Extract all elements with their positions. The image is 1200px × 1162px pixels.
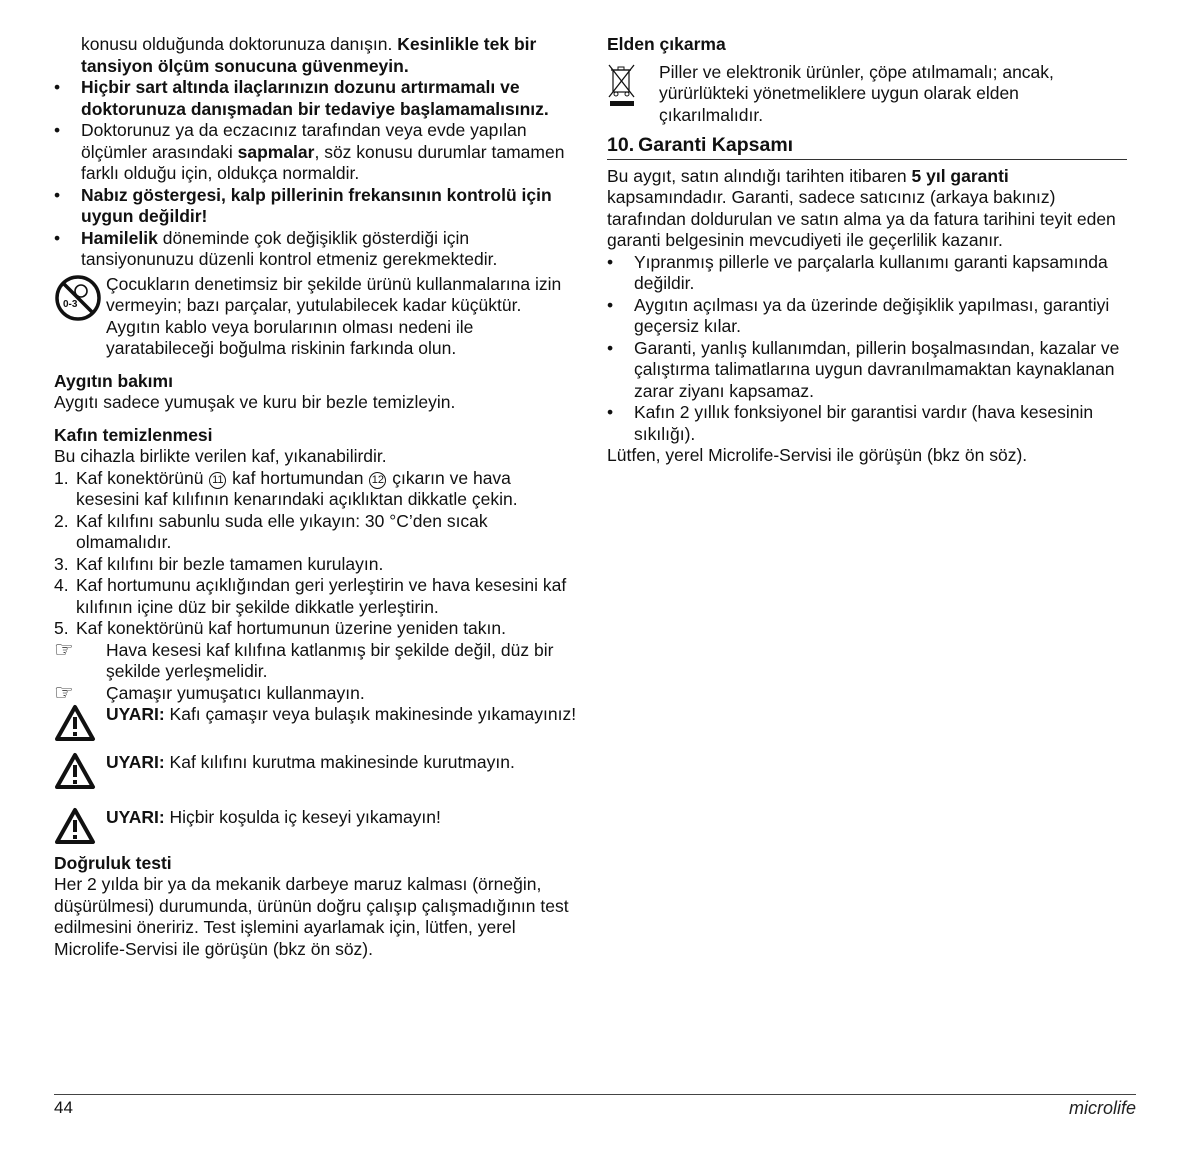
bullet-icon: • <box>54 120 61 140</box>
accuracy-text: Her 2 yılda bir ya da mekanik darbeye maruz kalması (örneğin, düşürülmesi) durumunda, ürünün doğru çalışıp çalışmadığının test edilmesini öneririz. Test işlemini ayarlamak için, lütfen, yerel Microlife-Servisi ile görüşün (bkz ön söz). <box>54 874 569 959</box>
care-heading: Aygıtın bakımı <box>54 370 173 391</box>
pointing-hand-icon: ☞ <box>54 636 74 662</box>
bullet-item: • Doktorunuz ya da eczacınız tarafından veya evde yapılan ölçümler arasındaki sapmalar, söz konusu durumlar tamamen farklı olduğu için, oldukça normaldir. <box>54 120 565 183</box>
warning-triangle-icon <box>54 752 106 796</box>
bullet-item: • Nabız göstergesi, kalp pillerinin frekansının kontrolü için uygun değildir! <box>54 184 552 226</box>
right-column <box>607 34 1127 467</box>
numbered-step: 4. Kaf hortumunu açıklığından geri yerleştirin ve hava kesesini kaf kılıfının içine düz bir şekilde dikkatle yerleştirin. <box>54 575 567 617</box>
closing-text: Lütfen, yerel Microlife-Servisi ile görüşün (bkz ön söz). <box>607 445 1028 465</box>
page-number: 44 <box>54 1098 73 1117</box>
bullet-icon: • <box>54 184 61 205</box>
svg-text:0-3: 0-3 <box>63 298 78 310</box>
pointing-hand-icon: ☞ <box>54 679 74 705</box>
crossed-bin-icon <box>607 62 659 127</box>
numbered-step: 3. Kaf kılıfını bir bezle tamamen kurulayın. <box>54 553 384 574</box>
warning-item: UYARI: Kafı çamaşır veya bulaşık makinesinde yıkamayınız! <box>54 704 578 748</box>
ref-12-badge: 12 <box>369 472 386 489</box>
continued-paragraph: konusu olduğunda doktorunuza danışın. Kesinlikle tek bir tansiyon ölçüm sonucuna güvenmeyin. <box>81 34 537 76</box>
note-item: ☞ Çamaşır yumuşatıcı kullanmayın. <box>54 679 365 705</box>
footer-divider <box>54 1094 1136 1095</box>
warning-item: UYARI: Kaf kılıfını kurutma makinesinde kurutmayın. <box>54 752 578 796</box>
warranty-paragraph: Bu aygıt, satın alındığı tarihten itibaren 5 yıl garanti kapsamındadır. Garanti, sadece satıcınız (arkaya bakınız) tarafından doldurulan ve satın alma ya da fatura tarihini teyit eden garanti belgesinin mevcudiyeti ile geçerlilik kazanır. <box>607 165 1116 250</box>
cuff-heading: Kafın temizlenmesi <box>54 424 213 445</box>
bullet-icon: • <box>54 77 61 97</box>
bullet-item: • Hiçbir sart altında ilaçlarınızın dozunu artırmamalı ve doktorunuza danışmadan bir tedaviye başlamamalısınız. <box>54 77 549 119</box>
child-warning: 0-3 Çocukların denetimsiz bir şekilde ürünü kullanmalarına izin vermeyin; bazı parçalar, yutulabilecek kadar küçüktür. Aygıtın kablo veya borularının olması nedeni ile yaratabileceği boğulma riskinin farkında olun. <box>54 274 578 360</box>
disposal-item: Piller ve elektronik ürünler, çöpe atılmamalı; ancak, yürürlükteki yönetmeliklere uygun olarak elden çıkarılmalıdır. <box>607 62 1127 127</box>
brand-logo: microlife <box>1068 1098 1136 1118</box>
disposal-heading: Elden çıkarma <box>607 34 726 54</box>
numbered-step: 5. Kaf konektörünü kaf hortumunun üzerine yeniden takın. <box>54 618 506 638</box>
bullet-item: • Kafın 2 yıllık fonksiyonel bir garantisi vardır (hava kesesinin sıkılığı). <box>607 402 1094 444</box>
bullet-icon: • <box>54 227 61 248</box>
note-item: ☞ Hava kesesi kaf kılıfına katlanmış bir şekilde değil, düz bir şekilde yerleşmelidir. <box>54 636 554 681</box>
child-safety-icon <box>54 274 106 328</box>
warning-triangle-icon <box>54 704 106 748</box>
left-column <box>54 34 578 960</box>
cuff-intro: Bu cihazla birlikte verilen kaf, yıkanabilirdir. <box>54 446 387 466</box>
bullet-icon: • <box>607 294 614 315</box>
bullet-item: • Yıpranmış pillerle ve parçalarla kullanımı garanti kapsamında değildir. <box>607 251 1108 293</box>
care-text: Aygıtı sadece yumuşak ve kuru bir bezle temizleyin. <box>54 392 456 412</box>
bullet-item: • Aygıtın açılması ya da üzerinde değişiklik yapılması, garantiyi geçersiz kılar. <box>607 294 1110 336</box>
bullet-icon: • <box>607 251 614 272</box>
numbered-step: 2. Kaf kılıfını sabunlu suda elle yıkayın: 30 °C’den sıcak olmamalıdır. <box>54 510 488 552</box>
bullet-icon: • <box>607 337 614 358</box>
bullet-item: • Garanti, yanlış kullanımdan, pillerin boşalmasından, kazalar ve çalıştırma talimatlarına uygun davranılmamaktan kaynaklanan zarar ziyanı kapsamaz. <box>607 337 1120 401</box>
accuracy-heading: Doğruluk testi <box>54 852 172 873</box>
ref-11-badge: 11 <box>209 472 226 489</box>
warning-triangle-icon <box>54 807 106 851</box>
warning-item: UYARI: Hiçbir koşulda iç keseyi yıkamayın! <box>54 807 578 851</box>
numbered-step: 1. Kaf konektörünü 11 kaf hortumundan 12 çıkarın ve hava kesesini kaf kılıfının kenarındaki açıklıktan dikkatle çekin. <box>54 467 518 509</box>
bullet-icon: • <box>607 402 614 422</box>
section-heading: 10. Garanti Kapsamı <box>607 135 1127 160</box>
bullet-item: • Hamilelik döneminde çok değişiklik gösterdiği için tansiyonunuzu düzenli kontrol etmeniz gerekmektedir. <box>54 227 498 269</box>
